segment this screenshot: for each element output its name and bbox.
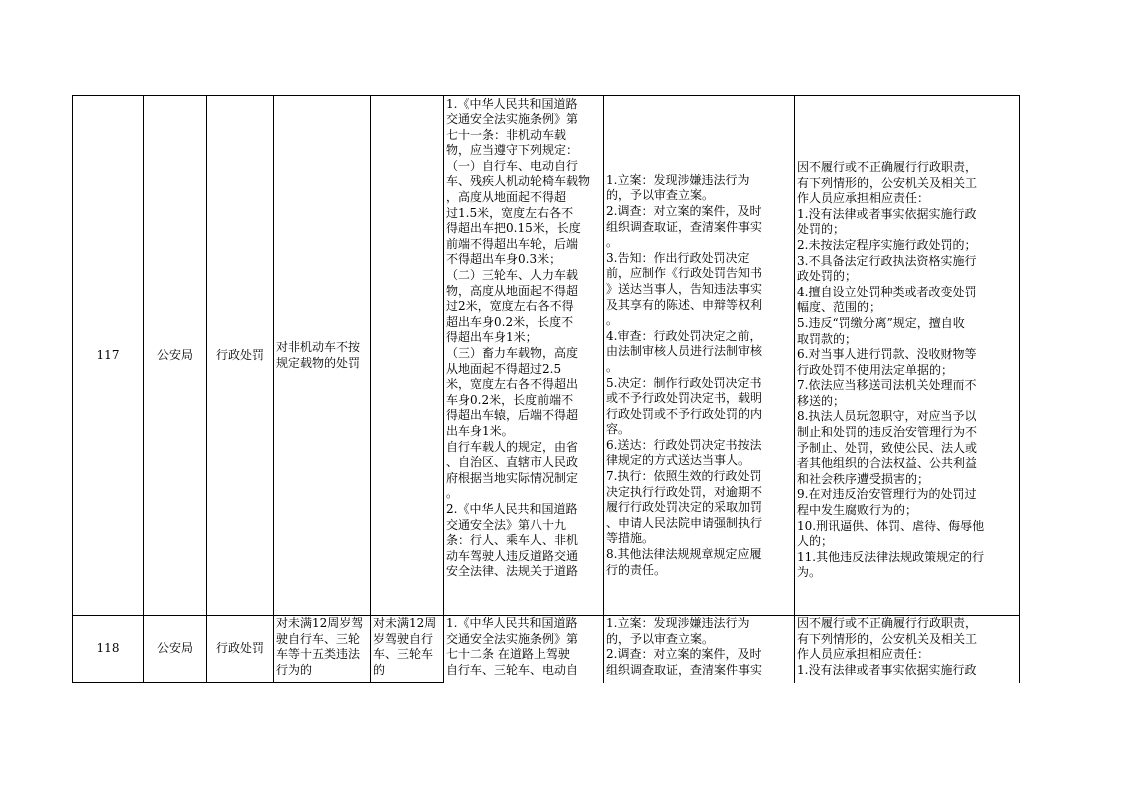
duty-cell <box>604 96 795 616</box>
text-line: 程中发生腐败行为的； <box>797 503 918 518</box>
text-line: 有下列情形的，公安机关及相关工 <box>797 175 978 190</box>
text-line: 组织调查取证，查清案件事实 <box>606 662 763 677</box>
power-item-cell: 对非机动车不按规定载物的处罚 <box>274 96 371 616</box>
text-line: 容。 <box>606 422 631 437</box>
text-line: 决定执行行政处罚，对逾期不 <box>606 484 763 499</box>
sub-item-cell <box>371 616 444 683</box>
text-line: 有下列情形的，公安机关及相关工 <box>797 631 978 646</box>
text-line: 为。 <box>797 565 822 580</box>
sub-item-cell <box>371 96 444 616</box>
text-line: 的，予以审查立案。 <box>606 188 715 203</box>
text-line: 履行行政处罚决定的采取加罚 <box>606 500 763 515</box>
department-cell: 公安局 <box>144 96 207 616</box>
text-line: 等措施。 <box>606 531 655 546</box>
text-line: 前端不得超出车轮，后端 <box>446 236 579 251</box>
text-line: 作人员应承担相应责任： <box>797 647 930 662</box>
text-line: 物，应当遵守下列规定： <box>446 143 579 158</box>
text-line: 得超出车辕，后端不得超 <box>446 408 579 423</box>
text-line: 自行车载人的规定，由省 <box>446 439 579 454</box>
text-line: 6.对当事人进行罚款、没收财物等 <box>797 347 977 362</box>
text-line: 由法制审核人员进行法制审核 <box>606 344 763 359</box>
text-line: 过1.5米，宽度左右各不 <box>446 205 574 220</box>
text-line: 7.执行：依照生效的行政处罚 <box>606 469 762 484</box>
text-line: 取罚款的； <box>797 331 858 346</box>
text-line: 行的责任。 <box>606 562 667 577</box>
text-line: （一）自行车、电动自行 <box>446 158 579 173</box>
text-line: 。 <box>606 313 619 328</box>
text-line: 4.审查：行政处罚决定之前， <box>606 328 762 343</box>
text-line: 米，宽度左右各不得超出 <box>446 377 579 392</box>
text-line: 11.其他违反法律法规政策规定的行 <box>797 549 985 564</box>
text-line: 、申请人民法院申请强制执行 <box>606 515 763 530</box>
text-line: 1.立案：发现涉嫌违法行为 <box>606 616 750 630</box>
text-line: 物，高度从地面起不得超 <box>446 283 579 298</box>
text-line: 2.未按法定程序实施行政处罚的； <box>797 237 977 252</box>
text-line: 律规定的方式送达当事人。 <box>606 453 751 468</box>
row-number-cell: 118 <box>73 616 144 683</box>
text-line: 移送的； <box>797 393 846 408</box>
legal-basis-text <box>446 616 601 682</box>
text-line: （二）三轮车、人力车载 <box>446 268 579 283</box>
legal-basis-cell <box>444 616 604 683</box>
text-line: 幅度、范围的； <box>797 300 882 315</box>
text-line: 予制止、处罚，致使公民、法人或 <box>797 440 978 455</box>
text-line: 2.调查：对立案的案件，及时 <box>606 647 762 662</box>
text-line: 行政处罚或不予行政处罚的内 <box>606 406 763 421</box>
text-line: 车、残疾人机动轮椅车载物 <box>446 174 591 189</box>
power-item-text: 对未满12周岁驾驶自行车、三轮车等十五类违法行为的 <box>276 616 364 677</box>
text-line: 作人员应承担相应责任： <box>797 191 930 206</box>
responsibility-text <box>797 130 1017 581</box>
power-type-cell: 行政处罚 <box>207 616 274 683</box>
text-line: 3.告知：作出行政处罚决定 <box>606 250 750 265</box>
text-line: 5.决定：制作行政处罚决定书 <box>606 375 762 390</box>
duty-text <box>606 616 792 682</box>
power-item-cell <box>274 616 371 683</box>
text-line: 及其享有的陈述、申辩等权利 <box>606 297 763 312</box>
text-line: 。 <box>606 235 619 250</box>
text-line: 》送达当事人，告知违法事实 <box>606 281 763 296</box>
power-type-cell: 行政处罚 <box>207 96 274 616</box>
text-line: 。 <box>446 486 459 501</box>
text-line: 出车身1米。 <box>446 423 514 438</box>
legal-basis-cell <box>444 96 604 616</box>
text-line: 人的； <box>797 534 834 549</box>
text-line: 5.违反“罚缴分离”规定，擅自收 <box>797 315 965 330</box>
text-line: 自行车、三轮车、电动自 <box>446 662 579 677</box>
responsibility-cell <box>795 96 1020 616</box>
text-line: 9.在对违反治安管理行为的处罚过 <box>797 487 977 502</box>
text-line: 和社会秩序遭受损害的； <box>797 471 930 486</box>
text-line: 4.擅自设立处罚种类或者改变处罚 <box>797 284 977 299</box>
text-line: 1.立案：发现涉嫌违法行为 <box>606 172 750 187</box>
text-line: 1.《中华人民共和国道路 <box>446 616 578 630</box>
legal-basis-text <box>446 97 601 615</box>
table-row <box>73 96 1020 616</box>
text-line: 交通安全法》第八十九 <box>446 517 567 532</box>
text-line: 的，予以审查立案。 <box>606 631 715 646</box>
text-line: 6.送达：行政处罚决定书按法 <box>606 437 762 452</box>
text-line: 安全法律、法规关于道路 <box>446 564 579 579</box>
text-line: 不得超出车身0.3米； <box>446 252 562 267</box>
text-line: 、自治区、直辖市人民政 <box>446 455 579 470</box>
text-line: 从地面起不得超过2.5 <box>446 361 562 376</box>
sub-item-text: 对未满12周岁驾驶自行车、三轮车的 <box>373 616 437 677</box>
power-list-table <box>72 95 1020 683</box>
text-line: 七十一条：非机动车载 <box>446 127 567 142</box>
duty-text <box>606 133 792 578</box>
text-line: ，高度从地面起不得超 <box>446 190 567 205</box>
text-line: 过2米，宽度左右各不得 <box>446 299 574 314</box>
text-line: 者其他组织的合法权益、公共利益 <box>797 456 978 471</box>
text-line: 七十二条 在道路上驾驶 <box>446 647 570 662</box>
text-line: 7.依法应当移送司法机关处理而不 <box>797 378 977 393</box>
text-line: 8.执法人员玩忽职守，对应当予以 <box>797 409 977 424</box>
row-number-cell: 117 <box>73 96 144 616</box>
text-line: 车身0.2米，长度前端不 <box>446 392 574 407</box>
text-line: 政处罚的； <box>797 269 858 284</box>
text-line: 得超出车把0.15米，长度 <box>446 221 581 236</box>
text-line: 得超出车身1米； <box>446 330 538 345</box>
text-line: 交通安全法实施条例》第 <box>446 112 579 127</box>
text-line: 因不履行或不正确履行行政职责， <box>797 616 978 630</box>
department-cell: 公安局 <box>144 616 207 683</box>
text-line: 行政处罚不使用法定单据的； <box>797 362 954 377</box>
text-line: 。 <box>606 359 619 374</box>
text-line: 因不履行或不正确履行行政职责， <box>797 159 978 174</box>
text-line: 条：行人、乘车人、非机 <box>446 533 579 548</box>
text-line: 超出车身0.2米，长度不 <box>446 314 574 329</box>
text-line: 1.《中华人民共和国道路 <box>446 96 578 111</box>
duty-cell <box>604 616 795 683</box>
text-line: 10.刑讯逼供、体罚、虐待、侮辱他 <box>797 518 985 533</box>
text-line: 制止和处罚的违反治安管理行为不 <box>797 425 978 440</box>
text-line: 2.《中华人民共和国道路 <box>446 501 578 516</box>
text-line: 1.没有法律或者事实依据实施行政 <box>797 206 977 221</box>
text-line: 处罚的； <box>797 222 846 237</box>
responsibility-text <box>797 616 1017 682</box>
text-line: 府根据当地实际情况制定 <box>446 470 579 485</box>
responsibility-cell <box>795 616 1020 683</box>
text-line: 或不予行政处罚决定书，载明 <box>606 391 763 406</box>
text-line: 1.没有法律或者事实依据实施行政 <box>797 662 977 677</box>
table-row <box>73 616 1020 683</box>
text-line: 2.调查：对立案的案件，及时 <box>606 203 762 218</box>
text-line: 3.不具备法定行政执法资格实施行 <box>797 253 977 268</box>
text-line: （三）畜力车载物，高度 <box>446 346 579 360</box>
text-line: 动车驾驶人违反道路交通 <box>446 548 579 563</box>
text-line: 组织调查取证，查清案件事实 <box>606 219 763 234</box>
text-line: 交通安全法实施条例》第 <box>446 631 579 646</box>
text-line: 前，应制作《行政处罚告知书 <box>606 266 763 281</box>
text-line: 8.其他法律法规规章规定应履 <box>606 547 762 562</box>
